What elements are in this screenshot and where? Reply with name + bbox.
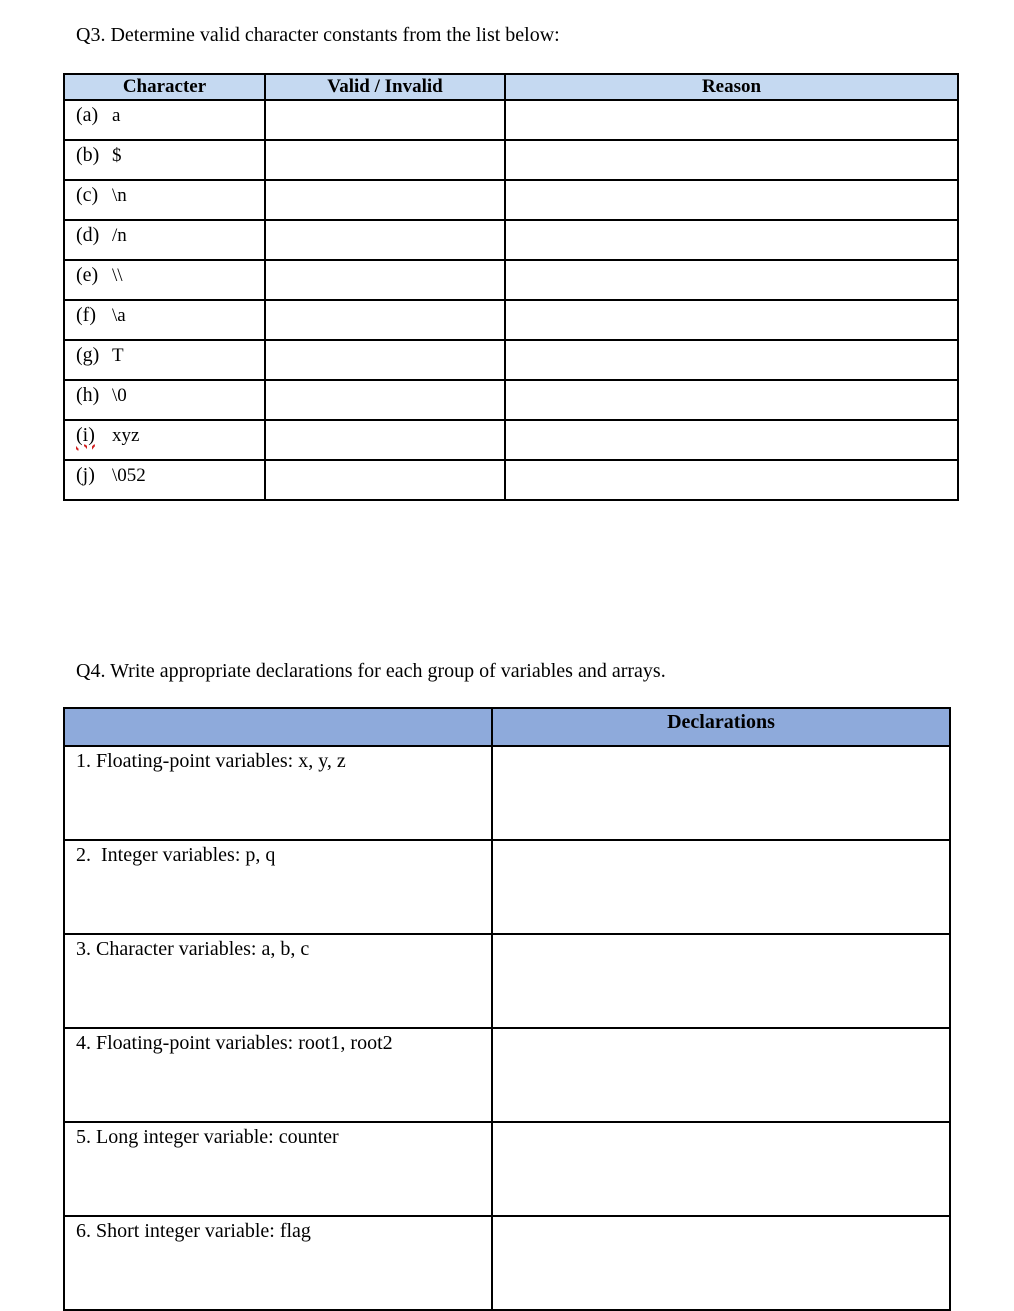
table-row [64,340,958,380]
character-value: \n [112,185,127,206]
variable-group-label: 1. Floating-point variables: x, y, z [64,746,492,840]
valid-input-cell[interactable] [265,180,505,220]
valid-input-cell[interactable] [265,460,505,500]
valid-input-cell[interactable] [265,140,505,180]
table-row [64,220,958,260]
declaration-input-cell[interactable] [492,840,950,934]
q4-table [63,707,951,1311]
valid-input-cell[interactable] [265,220,505,260]
variable-group-label: 4. Floating-point variables: root1, root2 [64,1028,492,1122]
valid-input-cell[interactable] [265,340,505,380]
character-value: \0 [112,385,127,406]
item-label: (h) [76,384,100,406]
character-cell [64,220,265,260]
reason-input-cell[interactable] [505,180,958,220]
declaration-input-cell[interactable] [492,1216,950,1310]
table-row [64,934,950,1028]
reason-input-cell[interactable] [505,300,958,340]
variable-group-label: 2. Integer variables: p, q [64,840,492,934]
character-value: \a [112,305,126,326]
valid-input-cell[interactable] [265,380,505,420]
table-row [64,1122,950,1216]
item-label: (e) [76,264,99,286]
table-row [64,746,950,840]
table-row [64,300,958,340]
q3-header-reason: Reason [505,74,958,100]
declaration-input-cell[interactable] [492,746,950,840]
table-row [64,140,958,180]
declaration-input-cell[interactable] [492,1122,950,1216]
reason-input-cell[interactable] [505,460,958,500]
character-cell [64,100,265,140]
variable-group-label: 6. Short integer variable: flag [64,1216,492,1310]
character-cell [64,140,265,180]
item-label: (i) [76,424,95,446]
q4-header-row [64,708,950,746]
q3-title: Q3. Determine valid character constants from the list below: [76,24,560,46]
valid-input-cell[interactable] [265,260,505,300]
table-row [64,460,958,500]
item-label: (j) [76,464,95,486]
declaration-input-cell[interactable] [492,1028,950,1122]
table-row [64,100,958,140]
item-label: (a) [76,104,99,126]
character-value: /n [112,225,127,246]
reason-input-cell[interactable] [505,140,958,180]
table-row [64,380,958,420]
q3-header-row [64,74,958,100]
character-value: xyz [112,425,140,446]
character-cell [64,460,265,500]
q3-table [63,73,959,501]
table-row [64,1216,950,1310]
table-row [64,260,958,300]
table-row [64,420,958,460]
character-value: \\ [112,265,123,286]
valid-input-cell[interactable] [265,420,505,460]
declaration-input-cell[interactable] [492,934,950,1028]
character-cell [64,260,265,300]
valid-input-cell[interactable] [265,300,505,340]
character-cell [64,420,265,460]
character-cell [64,300,265,340]
variable-group-label: 3. Character variables: a, b, c [64,934,492,1028]
character-value: T [112,345,124,366]
reason-input-cell[interactable] [505,420,958,460]
reason-input-cell[interactable] [505,340,958,380]
character-cell [64,380,265,420]
q4-header-declarations: Declarations [492,708,950,746]
reason-input-cell[interactable] [505,220,958,260]
character-value: $ [112,145,122,166]
character-value: \052 [112,465,146,486]
q4-title: Q4. Write appropriate declarations for each group of variables and arrays. [76,660,666,682]
item-label: (g) [76,344,100,366]
character-cell [64,340,265,380]
item-label: (d) [76,224,100,246]
variable-group-label: 5. Long integer variable: counter [64,1122,492,1216]
reason-input-cell[interactable] [505,380,958,420]
table-row [64,1028,950,1122]
item-label: (c) [76,184,99,206]
q3-header-character: Character [64,74,265,100]
character-cell [64,180,265,220]
q4-header-item [64,708,492,746]
valid-input-cell[interactable] [265,100,505,140]
reason-input-cell[interactable] [505,100,958,140]
item-label: (b) [76,144,100,166]
reason-input-cell[interactable] [505,260,958,300]
item-label: (f) [76,304,96,326]
q3-header-valid: Valid / Invalid [265,74,505,100]
table-row [64,180,958,220]
table-row [64,840,950,934]
character-value: a [112,105,121,126]
